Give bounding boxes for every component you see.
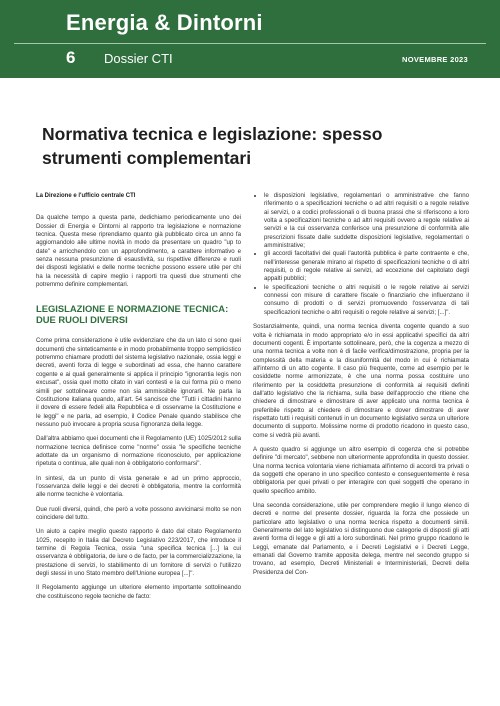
section-subheading: LEGISLAZIONE E NORMAZIONE TECNICA: DUE RUOLI DIVERSI (36, 303, 229, 326)
body-paragraph: Una seconda considerazione, utile per comprendere meglio il lungo elenco di decreti e norme del presente dossier, riguarda la forza che possiede un particolare atto legislativo o una norma tecnica rispetto a documenti simili. Generalmente del lato legislativo si distinguono due categorie di disposti gli atti aventi forma di legge e gli atti a loro subordinati. Nel primo gruppo ricadono le Leggi, emanate dal Parlamento, e i Decreti Legislativi e i Decreti Legge, emanati dal Governo tramite apposita delega, mentre nel secondo gruppo si trovano, ad esempio, Decreti Ministeriali e Interministeriali, Decreti della Presidenza del Con- (253, 502, 469, 576)
de-facto-rules-list (253, 192, 469, 317)
body-paragraph: Sostanzialmente, quindi, una norma tecnica diventa cogente quando a suo volta è richiamata in modo appropriato e/o in essi applicativi specifici da altri documenti cogenti. È importante sottolineare, però, che la cogenza a mezzo di una norma tecnica a volte non è di facile verifica/dimostrazione, propria per la complessità della materia e la disuniformità del modo in cui è richiamata all'interno di un atto cogente. Il caso più frequente, come ad esempio per le cosiddette norme armonizzate, è che una norma possa costituire uno riferimento per la cosiddetta presunzione di conformità ai requisiti definiti dall'atto legislativo che la richiama, sulla base dell'approccio che ritiene che chiedere di dimostrare e dimostrare di aver applicato una norma tecnica è preferibile rispetto al chiedere di dimostrare e dover dimostrare di aver rispettato tutti i requisiti contenuti in un documento legislativo senza un ulteriore documento di supporto. Molissime norme di prodotto ricadono in questo caso, come si vedrà più avanti. (253, 323, 469, 439)
masthead-divider (14, 43, 486, 44)
body-paragraph: In sintesi, da un punto di vista generale e ad un primo approccio, l'osservanza delle leggi e dei decreti è obbligatoria, mentre la conformità alle norme tecniche è volontaria. (36, 474, 241, 499)
article-title: Normativa tecnica e legislazione: spesso strumenti complementari (42, 124, 383, 168)
left-column (36, 192, 241, 607)
masthead (0, 0, 500, 78)
article-byline: La Direzione e l'ufficio centrale CTI (36, 193, 136, 199)
list-item: • le disposizioni legislative, regolamentari o amministrative che fanno riferimento o a specificazioni tecniche o ad altri requisiti o a regole relative ai servizi, o a codici professionali o di buona prassi che si riferiscono a loro volta a specificazioni tecniche o ad altri requisiti ovvero a regole relative ai servizi e la cui osservanza conferisce una presunzione di conformità alle prescrizioni fissate dalle suddette disposizioni legislative, regolamentari o amministrative; (264, 192, 469, 250)
list-item: • le specificazioni tecniche o altri requisiti o le regole relative ai servizi connessi con misure di carattere fiscale o finanziario che influenzano il consumo di prodotti o di servizi promuovendo l'osservanza di tali specificazioni tecniche o altri requisiti o regole relative ai servizi; [...]". (264, 284, 469, 317)
body-paragraph: Due ruoli diversi, quindi, che però a volte possono avvicinarsi molto se non coincidere del tutto. (36, 505, 241, 521)
right-column (253, 192, 469, 583)
body-paragraph: A questo quadro si aggiunge un altro esempio di cogenza che si potrebbe definire "di mercato", sebbene non ulteriormente approfondita in questo dossier. Una norma tecnica volontaria viene richiamata all'interno di accordi tra privati o da soggetti che operano in uno specifico contesto e conseguentemente è resa obbligatoria per quei privati o per interagire con quei soggetti che operano in quello specifico ambito. (253, 445, 469, 495)
intro-paragraph: Da qualche tempo a questa parte, dedichiamo periodicamente uno dei Dossier di Energia e Dintorni al rapporto tra legislazione e normazione tecnica. Questa mese riprendiamo quanto già pubblicato circa un anno fa aggiornandolo alle ultime novità in modo da presentare un quadro "up to date" e arricchendolo con un approfondimento, a carattere informativo e senza nessuna presunzione di esaustività, su rispettive differenze e ruoli dei disposti legislativi e delle norme tecniche possono essere utile per chi ha la necessità di capire meglio i rapporti tra questi due strumenti che potremmo definire complementari. (36, 214, 241, 289)
issue-date: NOVEMBRE 2023 (401, 55, 468, 64)
page-number: 6 (66, 48, 76, 67)
body-paragraph: Come prima considerazione è utile evidenziare che da un lato ci sono quei documenti che sinteticamente e in modo probabilmente troppo semplicistico potremmo chiamare prodotti del sistema legislativo nazionale, ossia leggi e decreti, aventi forza di legge e subordinati ad essa, che hanno carattere cogente e ai quali generalmente si applica il principio "ignorantia legis non excusat", ossia quel motto citato in vari contesti e la cui forma più o meno simili per sottolineare come non sia ammissibile ignorarli. Ne parla la Costituzione italiana quando, all'art. 54 sancisce che "Tutti i cittadini hanno il dovere di essere fedeli alla Repubblica e di osservarne la Costituzione e le leggi" e ne parla, ad esempio, il Codice Penale quando stabilisce che nessuno può invocare a propria scusa l'ignoranza della legge. (36, 337, 241, 428)
body-paragraph: Dall'altra abbiamo quei documenti che il Regolamento (UE) 1025/2012 sulla normazione tecnica definisce come "norme" ossia "le specifiche tecniche adottate da un organismo di normazione riconosciuto, per applicazione ripetuta o continua, alle quali non è obbligatorio conformarsi". (36, 435, 241, 468)
magazine-title: Energia & Dintorni (66, 10, 263, 35)
body-paragraph: Il Regolamento aggiunge un ulteriore elemento importante sottolineando che costituiscono regole tecniche de facto: (36, 584, 241, 600)
list-item: • gli accordi facoltativi dei quali l'autorità pubblica è parte contraente e che, nell'interesse generale mirano al rispetto di specificazioni tecniche o di altri requisiti, o di regole relative ai servizi, ad eccezione del capitolato degli appalti pubblici; (264, 250, 469, 283)
body-paragraph: Un aiuto a capire meglio questo rapporto è dato dal citato Regolamento 1025, recepito in Italia dal Decreto Legislativo 223/2017, che introduce il termine di Regola Tecnica, ossia "una specifica tecnica [...] la cui osservanza è obbligatoria, de iure o de facto, per la commercializzazione, la prestazione di servizi, lo stabilimento di un fornitore di servizi o l'utilizzo degli stessi in uno Stato membro dell'Unione europea [...]". (36, 528, 241, 578)
section-name: Dossier CTI (104, 51, 173, 66)
